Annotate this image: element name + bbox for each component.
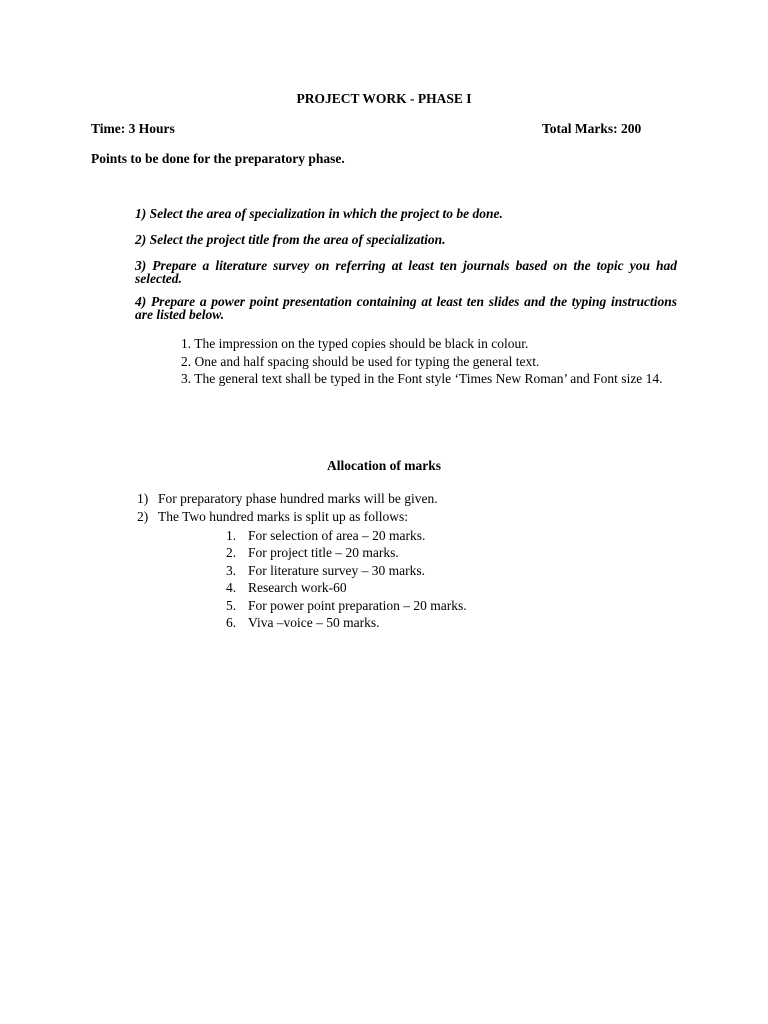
instruction-item: 3. The general text shall be typed in the Font style ‘Times New Roman’ and Font size 14.	[181, 371, 663, 386]
list-item-text: Viva –voice – 50 marks.	[248, 614, 380, 630]
typing-instructions	[181, 335, 678, 388]
total-marks-label: Total Marks: 200	[542, 121, 642, 136]
list-item-number: 2.	[226, 545, 237, 561]
allocation-item-number: 1)	[137, 491, 149, 506]
allocation-item-text: For preparatory phase hundred marks will be given.	[158, 491, 438, 506]
list-item-number: 6.	[226, 614, 237, 630]
list-item-text: For literature survey – 30 marks.	[248, 562, 425, 578]
list-item-text: For project title – 20 marks.	[248, 545, 399, 561]
list-item-text: For power point preparation – 20 marks.	[248, 597, 467, 613]
step-item: 3) Prepare a literature survey on referring at least ten journals based on the topic you had selected.	[135, 258, 677, 286]
list-item-text: Research work-60	[248, 580, 347, 596]
time-label: Time: 3 Hours	[91, 121, 175, 136]
allocation-item-text: The Two hundred marks is split up as follows:	[158, 509, 409, 524]
intro-heading: Points to be done for the preparatory phase.	[91, 151, 345, 166]
step-item: 1) Select the area of specialization in which the project to be done.	[135, 206, 503, 221]
instruction-item: 1. The impression on the typed copies should be black in colour.	[181, 336, 529, 351]
allocation-heading: Allocation of marks	[327, 458, 441, 473]
list-item-number: 3.	[226, 562, 237, 578]
instruction-item: 2. One and half spacing should be used for typing the general text.	[181, 353, 540, 369]
list-item-number: 1.	[226, 528, 237, 543]
step-item: 4) Prepare a power point presentation containing at least ten slides and the typing instructions are listed below.	[135, 294, 677, 322]
page-title: PROJECT WORK - PHASE I	[296, 91, 472, 106]
list-item-number: 4.	[226, 580, 237, 596]
list-item-text: For selection of area – 20 marks.	[248, 528, 426, 543]
list-item-number: 5.	[226, 597, 237, 613]
allocation-item-number: 2)	[137, 509, 149, 524]
step-item: 2) Select the project title from the area of specialization.	[135, 232, 446, 247]
